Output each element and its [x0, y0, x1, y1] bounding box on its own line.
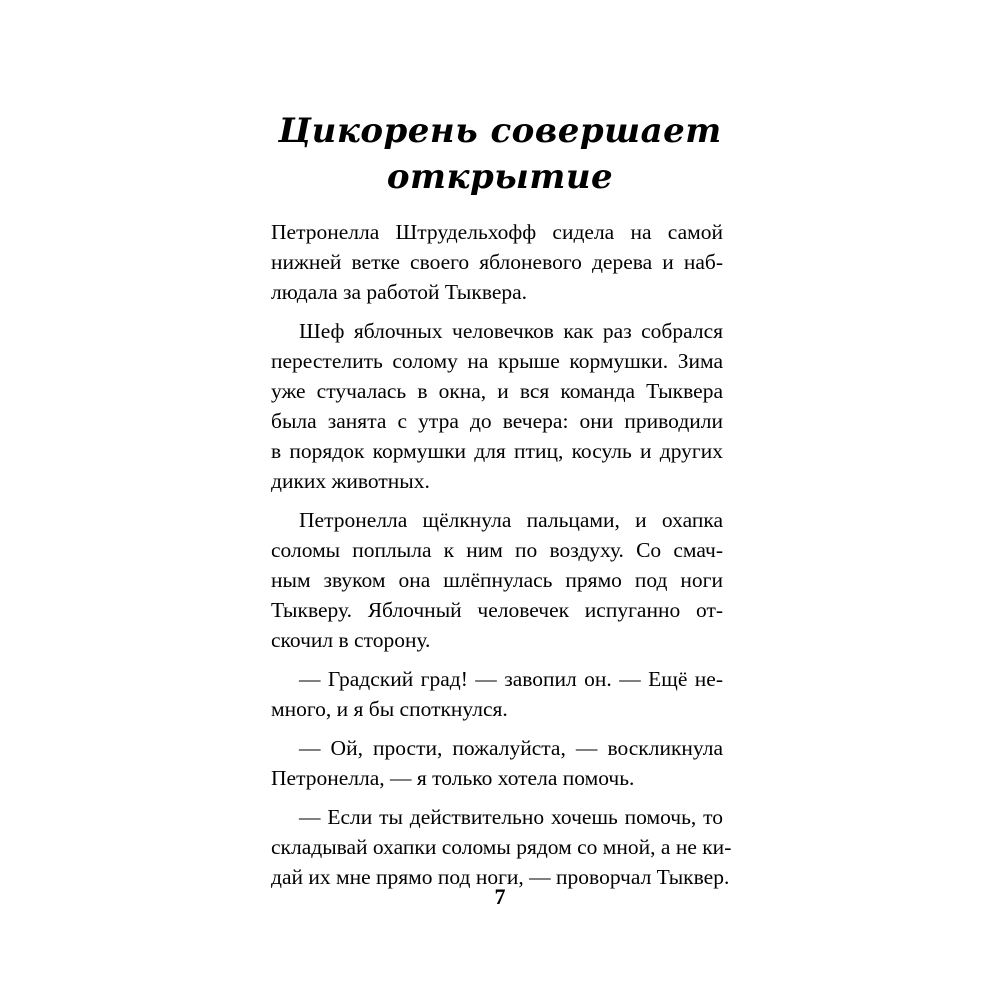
paragraph: [271, 505, 723, 655]
text-line: — Ой, прости, пожалуйста, — воскликнула: [299, 736, 723, 760]
text-line: ным звуком она шлёпнулась прямо под ноги: [271, 568, 723, 592]
text-line: Шеф яблочных человечков как раз собрался: [299, 319, 723, 343]
text-line: нижней ветке своего яблоневого дерева и наб-: [271, 250, 723, 274]
text-line: соломы поплыла к ним по воздуху. Со смач-: [271, 538, 723, 562]
chapter-body: [271, 217, 732, 901]
text-line: перестелить солому на крыше кормушки. Зима: [271, 349, 723, 373]
text-line: дай их мне прямо под ноги, — проворчал Тыквер.: [271, 865, 730, 889]
paragraph: [271, 802, 732, 892]
chapter-title-line: Цикорень совершает: [278, 111, 722, 151]
text-line: много, и я бы споткнулся.: [271, 697, 508, 721]
text-line: в порядок кормушки для птиц, косуль и других: [271, 439, 723, 463]
chapter-title: [200, 108, 800, 200]
chapter-title-line: открытие: [386, 157, 614, 197]
text-line: скочил в сторону.: [271, 628, 431, 652]
text-line: людала за работой Тыквера.: [271, 280, 528, 304]
text-line: складывай охапки соломы рядом со мной, а не ки-: [271, 835, 732, 859]
paragraph: [271, 733, 723, 793]
text-line: — Градский град! — завопил он. — Ещё не-: [299, 667, 723, 691]
text-line: уже стучалась в окна, и вся команда Тыквера: [271, 379, 723, 403]
text-line: Петронелла, — я только хотела помочь.: [271, 766, 635, 790]
text-line: Тыкверу. Яблочный человечек испуганно от-: [271, 598, 723, 622]
text-line: — Если ты действительно хочешь помочь, то: [299, 805, 723, 829]
text-line: Петронелла щёлкнула пальцами, и охапка: [299, 508, 723, 532]
text-line: была занята с утра до вечера: они приводили: [271, 409, 723, 433]
paragraph: [271, 217, 723, 307]
text-line: диких животных.: [271, 469, 430, 493]
page-number: 7: [494, 884, 506, 909]
paragraph: [271, 664, 723, 724]
text-line: Петронелла Штрудельхофф сидела на самой: [271, 220, 723, 244]
paragraph: [271, 316, 723, 496]
